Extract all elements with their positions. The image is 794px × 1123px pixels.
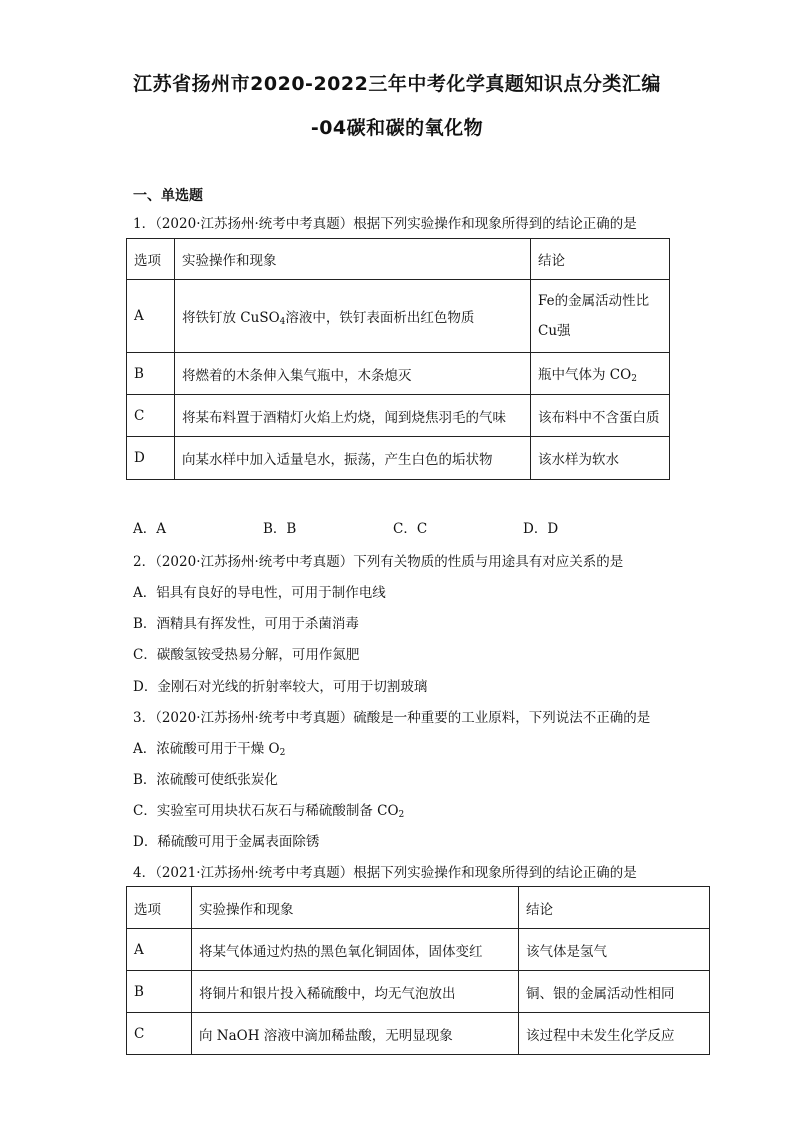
q1-d-option: D <box>127 437 175 480</box>
q4-row-b <box>127 971 710 1013</box>
q4-table <box>126 886 710 1055</box>
q1-c-conclusion: 该布料中不含蛋白质 <box>531 395 670 437</box>
q4-b-operation: 将铜片和银片投入稀硫酸中，均无气泡放出 <box>192 971 519 1013</box>
document-title-line1: 江苏省扬州市2020-2022三年中考化学真题知识点分类汇编 <box>133 73 661 95</box>
q1-options <box>133 517 653 537</box>
q4-header-operation: 实验操作和现象 <box>192 887 519 929</box>
q3-option-b[interactable]: B．浓硫酸可使纸张炭化 <box>133 772 278 788</box>
q1-c-operation: 将某布料置于酒精灯火焰上灼烧，闻到烧焦羽毛的气味 <box>175 395 531 437</box>
q1-header-option: 选项 <box>127 239 175 280</box>
q1-b-conclusion: 瓶中气体为 $CO_2$ <box>531 353 670 395</box>
q4-header-option: 选项 <box>127 887 192 929</box>
q4-row-a <box>127 929 710 971</box>
q3-option-c[interactable]: C．实验室可用块状石灰石与稀硫酸制备 $CO_2$ <box>133 803 405 820</box>
q1-b-operation: 将燃着的木条伸入集气瓶中，木条熄灭 <box>175 353 531 395</box>
q2-stem: 2．（2020·江苏扬州·统考中考真题）下列有关物质的性质与用途具有对应关系的是 <box>133 554 624 570</box>
q4-c-conclusion: 该过程中未发生化学反应 <box>519 1013 710 1055</box>
q1-row-a <box>127 280 670 353</box>
q1-header-operation: 实验操作和现象 <box>175 239 531 280</box>
q1-c-option: C <box>127 395 175 437</box>
q4-c-operation: 向 NaOH 溶液中滴加稀盐酸，无明显现象 <box>192 1013 519 1055</box>
q1-b-option: B <box>127 353 175 395</box>
q4-a-operation: 将某气体通过灼热的黑色氧化铜固体，固体变红 <box>192 929 519 971</box>
q1-d-operation: 向某水样中加入适量皂水，振荡，产生白色的垢状物 <box>175 437 531 480</box>
q4-c-option: C <box>127 1013 192 1055</box>
q1-option-b[interactable]: B．B <box>263 521 297 537</box>
q3-stem: 3．（2020·江苏扬州·统考中考真题）硫酸是一种重要的工业原料，下列说法不正确的是 <box>133 710 651 726</box>
q1-row-b <box>127 353 670 395</box>
q3-option-a[interactable]: A．浓硫酸可用于干燥 $O_2$ <box>133 741 286 758</box>
q1-table <box>126 238 670 480</box>
q2-option-b[interactable]: B．酒精具有挥发性，可用于杀菌消毒 <box>133 616 359 632</box>
q2-option-a[interactable]: A．铝具有良好的导电性，可用于制作电线 <box>133 585 386 601</box>
q3-option-d[interactable]: D．稀硫酸可用于金属表面除锈 <box>133 834 320 850</box>
q4-b-conclusion: 铜、银的金属活动性相同 <box>519 971 710 1013</box>
q1-a-conclusion: Fe的金属活动性比 Cu强 <box>531 280 670 353</box>
q1-stem: 1．（2020·江苏扬州·统考中考真题）根据下列实验操作和现象所得到的结论正确的是 <box>133 216 637 232</box>
document-title-line2: -04碳和碳的氧化物 <box>310 117 484 139</box>
q4-b-option: B <box>127 971 192 1013</box>
q1-option-d[interactable]: D．D <box>523 521 559 537</box>
q4-header-conclusion: 结论 <box>519 887 710 929</box>
q4-header-row <box>127 887 710 929</box>
q4-row-c <box>127 1013 710 1055</box>
q4-a-conclusion: 该气体是氢气 <box>519 929 710 971</box>
q1-option-a[interactable]: A．A <box>133 521 166 537</box>
q1-header-conclusion: 结论 <box>531 239 670 280</box>
q1-a-operation: 将铁钉放 CuSO$_4$溶液中，铁钉表面析出红色物质 <box>175 280 531 353</box>
section-heading: 一、单选题 <box>133 188 203 204</box>
q1-option-c[interactable]: C．C <box>393 521 428 537</box>
q1-row-d <box>127 437 670 480</box>
q1-d-conclusion: 该水样为软水 <box>531 437 670 480</box>
q2-option-d[interactable]: D．金刚石对光线的折射率较大，可用于切割玻璃 <box>133 679 428 695</box>
q2-option-c[interactable]: C．碳酸氢铵受热易分解，可用作氮肥 <box>133 647 360 663</box>
q1-a-option: A <box>127 280 175 353</box>
q1-header-row <box>127 239 670 280</box>
q1-row-c <box>127 395 670 437</box>
q4-stem: 4．（2021·江苏扬州·统考中考真题）根据下列实验操作和现象所得到的结论正确的是 <box>133 865 637 881</box>
q4-a-option: A <box>127 929 192 971</box>
